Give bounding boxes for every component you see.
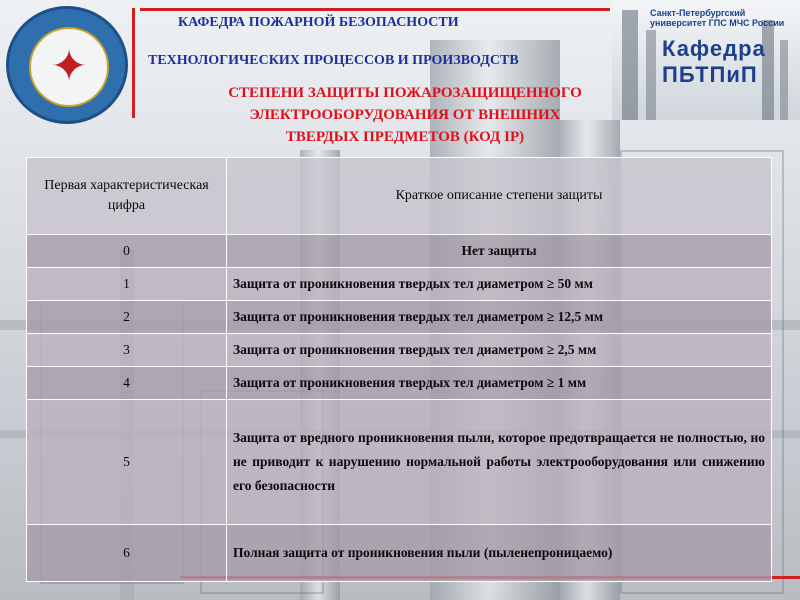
description-cell: Защита от проникновения твердых тел диаметром ≥ 2,5 мм bbox=[227, 334, 772, 367]
description-cell: Защита от проникновения твердых тел диаметром ≥ 1 мм bbox=[227, 367, 772, 400]
table-row bbox=[27, 268, 772, 301]
digit-cell: 6 bbox=[27, 525, 227, 582]
column-header-description: Краткое описание степени защиты bbox=[227, 158, 772, 235]
title-line-2: ЭЛЕКТРООБОРУДОВАНИЯ ОТ ВНЕШНИХ bbox=[249, 107, 561, 123]
table-row bbox=[27, 400, 772, 525]
column-header-digit: Первая характеристическая цифра bbox=[27, 158, 227, 235]
table-row bbox=[27, 525, 772, 582]
table-row bbox=[27, 334, 772, 367]
title-line-3: ТВЕРДЫХ ПРЕДМЕТОВ (КОД IP) bbox=[285, 129, 525, 145]
table-header-row bbox=[27, 158, 772, 235]
description-cell: Полная защита от проникновения пыли (пыленепроницаемо) bbox=[227, 525, 772, 582]
header-red-line bbox=[140, 8, 610, 11]
university-logo bbox=[6, 6, 128, 124]
digit-cell: 5 bbox=[27, 400, 227, 525]
department-line2: ТЕХНОЛОГИЧЕСКИХ ПРОЦЕССОВ И ПРОИЗВОДСТВ bbox=[148, 53, 519, 68]
description-cell: Защита от вредного проникновения пыли, которое предотвращается не полностью, но не приводит к нарушению нормальной работы электрооборудования или снижению его безопасности bbox=[227, 400, 772, 525]
digit-cell: 1 bbox=[27, 268, 227, 301]
description-cell: Нет защиты bbox=[227, 235, 772, 268]
digit-cell: 2 bbox=[27, 301, 227, 334]
department-line1: КАФЕДРА ПОЖАРНОЙ БЕЗОПАСНОСТИ bbox=[178, 15, 459, 30]
digit-cell: 4 bbox=[27, 367, 227, 400]
page-title bbox=[160, 82, 650, 148]
table-row bbox=[27, 235, 772, 268]
ip-code-table bbox=[26, 157, 772, 582]
university-emblem-icon: ✦ bbox=[50, 42, 88, 91]
left-red-line bbox=[132, 8, 135, 118]
digit-cell: 0 bbox=[27, 235, 227, 268]
description-cell: Защита от проникновения твердых тел диаметром ≥ 12,5 мм bbox=[227, 301, 772, 334]
description-cell: Защита от проникновения твердых тел диаметром ≥ 50 мм bbox=[227, 268, 772, 301]
department-big-text: Кафедра ПБТПиП bbox=[662, 36, 766, 87]
title-line-1: СТЕПЕНИ ЗАЩИТЫ ПОЖАРОЗАЩИЩЕННОГО bbox=[228, 85, 582, 101]
table-row bbox=[27, 301, 772, 334]
department-small-text: Санкт-Петербургский университет ГПС МЧС России bbox=[650, 8, 785, 28]
table-row bbox=[27, 367, 772, 400]
digit-cell: 3 bbox=[27, 334, 227, 367]
